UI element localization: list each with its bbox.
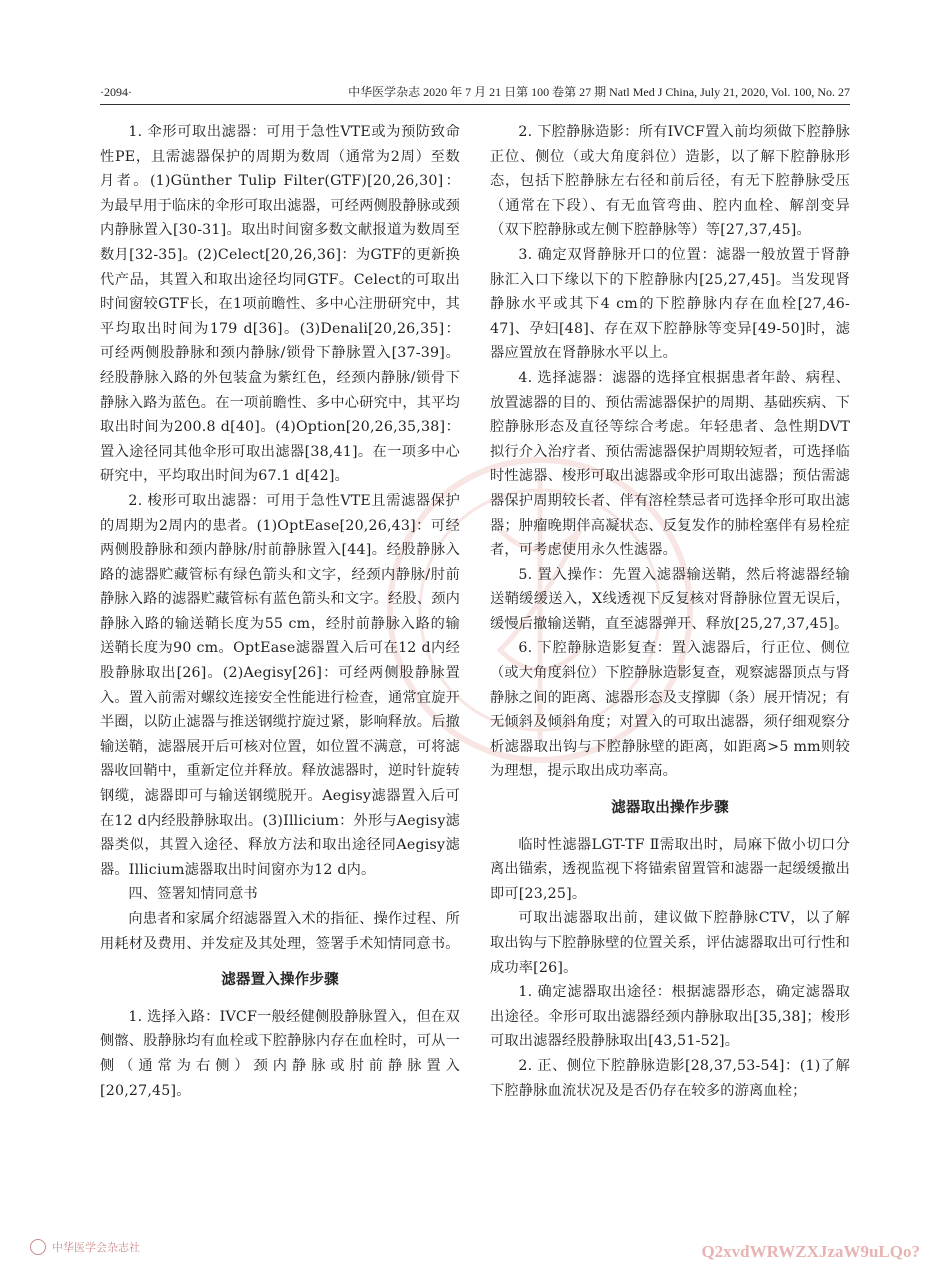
page-header (100, 78, 850, 105)
publisher-name: 中华医学会杂志社 (52, 1241, 140, 1254)
right-column (490, 120, 850, 1103)
journal-citation: 中华医学杂志 2020 年 7 月 21 日第 100 卷第 27 期 Natl Med J China, July 21, 2020, Vol. 100, No. 27 (348, 85, 850, 99)
left-column (100, 120, 460, 1103)
paragraph: 2. 正、侧位下腔静脉造影[28,37,53-54]：(1)了解下腔静脉血流状况及是否仍存在较多的游离血栓； (490, 1057, 850, 1099)
paragraph: 1. 伞形可取出滤器：可用于急性VTE或为预防致命性PE，且需滤器保护的周期为数周（通常为2周）至数月者。(1)Günther Tulip Filter(GTF)[20,26,30]：为最早用于临床的伞形可取出滤器，可经两侧股静脉或颈内静脉置入[30-31]。取出时间窗多数文献报道为数周至数月[32-35]。(2)Celect[20,26,36]：为GTF的更新换代产品，其置入和取出途径均同GTF。Celect的可取出时间窗较GTF长，在1项前瞻性、多中心注册研究中，其平均取出时间为179 d[36]。(3)Denali[20,26,35]：可经两侧股静脉和颈内静脉/锁骨下静脉置入[37-39]。经股静脉入路的外包装盒为紫红色，经颈内静脉/锁骨下静脉入路为蓝色。在一项前瞻性、多中心研究中，其平均取出时间为200.8 d[40]。(4)Option[20,26,35,38]：置入途径同其他伞形可取出滤器[38,41]。在一项多中心研究中，平均取出时间为67.1 d[42]。 (100, 124, 460, 485)
paragraph: 1. 选择入路：IVCF一般经健侧股静脉置入，但在双侧髂、股静脉均有血栓或下腔静脉内存在血栓时，可从一侧（通常为右侧）颈内静脉或肘前静脉置入[20,27,45]。 (100, 1008, 460, 1099)
section-heading: 滤器置入操作步骤 (221, 972, 339, 989)
paragraph: 4. 选择滤器：滤器的选择宜根据患者年龄、病程、放置滤器的目的、预估需滤器保护的周期、基础疾病、下腔静脉形态及直径等综合考虑。年轻患者、急性期DVT拟行介入治疗者、预估需滤器保护周期较短者，可选择临时性滤器、梭形可取出滤器或伞形可取出滤器；预估需滤器保护周期较长者、伴有溶栓禁忌者可选择伞形可取出滤器；肿瘤晚期伴高凝状态、反复发作的肺栓塞伴有易栓症者，可考虑使用永久性滤器。 (490, 369, 850, 559)
section-heading: 滤器取出操作步骤 (611, 800, 729, 817)
page-number: ·2094· (100, 85, 132, 99)
publisher-logo (30, 1239, 140, 1255)
paragraph: 向患者和家属介绍滤器置入术的指征、操作过程、所用耗材及费用、并发症及其处理，签署手术知情同意书。 (100, 911, 460, 952)
paragraph: 3. 确定双肾静脉开口的位置：滤器一般放置于肾静脉汇入口下缘以下的下腔静脉内[25,27,45]。当发现肾静脉水平或其下4 cm的下腔静脉内存在血栓[27,46-47]、孕妇[48]、存在双下腔静脉等变异[49-50]时，滤器应置放在肾静脉水平以上。 (490, 246, 850, 362)
paragraph: 1. 确定滤器取出途径：根据滤器形态，确定滤器取出途径。伞形可取出滤器经颈内静脉取出[35,38]；梭形可取出滤器经股静脉取出[43,51-52]。 (490, 984, 850, 1050)
paragraph: 可取出滤器取出前，建议做下腔静脉CTV，以了解取出钩与下腔静脉壁的位置关系，评估滤器取出可行性和成功率[26]。 (490, 910, 850, 976)
paragraph: 2. 梭形可取出滤器：可用于急性VTE且需滤器保护的周期为2周内的患者。(1)OptEase[20,26,43]：可经两侧股静脉和颈内静脉/肘前静脉置入[44]。经股静脉入路的滤器贮藏管标有绿色箭头和文字，经颈内静脉/肘前静脉入路的滤器贮藏管标有蓝色箭头和文字。经股、颈内静脉入路的输送鞘长度为55 cm，经肘前静脉入路的输送鞘长度为90 cm。OptEase滤器置入后可在12 d内经股静脉取出[26]。(2)Aegisy[26]：可经两侧股静脉置入。置入前需对螺纹连接安全性能进行检查，通常宜旋开半圈，以防止滤器与推送钢缆拧旋过紧，影响释放。后撤输送鞘，滤器展开后可核对位置，如位置不满意，可将滤器收回鞘中，重新定位并释放。释放滤器时，逆时针旋转钢缆，滤器即可与输送钢缆脱开。Aegisy滤器置入后可在12 d内经股静脉取出。(3)Illicium：外形与Aegisy滤器类似，其置入途径、释放方法和取出途径同Aegisy滤器。Illicium滤器取出时间窗亦为12 d内。 (100, 492, 460, 878)
paragraph: 5. 置入操作：先置入滤器输送鞘，然后将滤器经输送鞘缓缓送入，X线透视下反复核对肾静脉位置无误后，缓慢后撤输送鞘，直至滤器弹开、释放[25,27,37,45]。 (490, 566, 850, 632)
paragraph: 临时性滤器LGT-TF Ⅱ需取出时，局麻下做小切口分离出锚索，透视监视下将锚索留置管和滤器一起缓缓撤出即可[23,25]。 (490, 836, 850, 902)
paragraph: 四、签署知情同意书 (128, 886, 258, 903)
paragraph: 2. 下腔静脉造影：所有IVCF置入前均须做下腔静脉正位、侧位（或大角度斜位）造影，以了解下腔静脉形态，包括下腔静脉左右径和前后径，有无下腔静脉受压（通常在下段）、有无血管弯曲、腔内血栓、解剖变异（双下腔静脉或左侧下腔静脉等）等[27,37,45]。 (490, 124, 850, 239)
footer-code: Q2xvdWRWZXJzaW9uLQo? (701, 1242, 920, 1261)
paragraph: 6. 下腔静脉造影复查：置入滤器后，行正位、侧位（或大角度斜位）下腔静脉造影复查，观察滤器顶点与肾静脉之间的距离、滤器形态及支撑脚（条）展开情况；有无倾斜及倾斜角度；对置入的可取出滤器，须仔细观察分析滤器取出钩与下腔静脉壁的距离，如距离>5 mm则较为理想，提示取出成功率高。 (490, 640, 850, 780)
logo-icon (30, 1239, 46, 1255)
